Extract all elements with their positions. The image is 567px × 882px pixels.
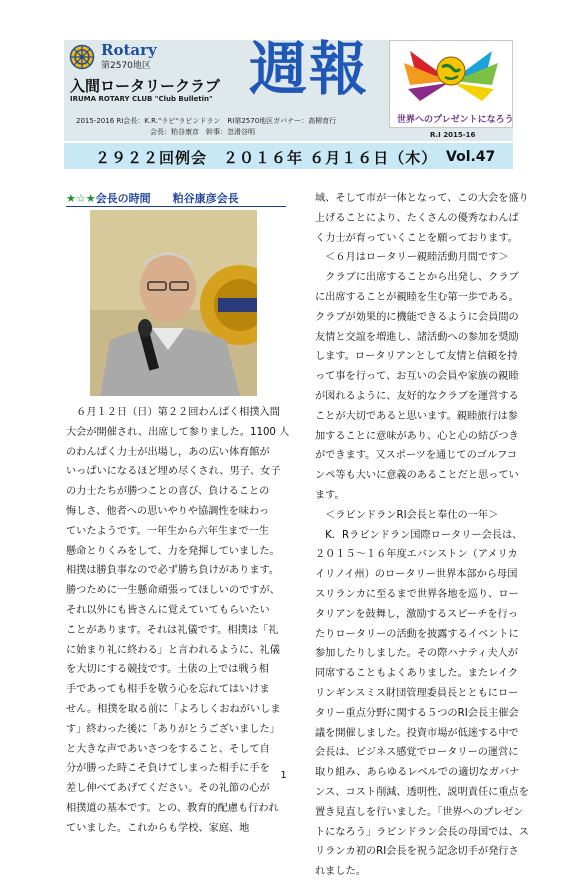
text-line: 相撲道の基本です。との、教育的配慮も行われ: [66, 802, 279, 814]
text-line: 勝つために一生懸命頑張ってほしいのですが、: [66, 585, 280, 597]
text-line: 友情と交誼を増進し、諸活動への参加を奨励: [315, 331, 519, 343]
text-line: ます。: [315, 489, 345, 501]
text-line: 参加したりしました。その際ハナティ夫人が: [315, 648, 518, 660]
section-heading: [66, 190, 239, 206]
bulletin-title: 週報: [249, 35, 370, 103]
text-line: く力士が育っていくことを願っております。: [315, 232, 518, 244]
text-line: タリー重点分野に関する５つのRI会長主催会: [315, 707, 519, 719]
speaker-name: 粕谷康彦会長: [172, 192, 239, 205]
globe-hands-icon: [390, 41, 512, 111]
text-line: ＜６月はロータリー親睦活動月間です＞: [315, 252, 509, 264]
officers-line: 2015-2016 RI会長：K.R."ラビ"ラビンドラン RI第2570地区ガバナー：高柳育行: [76, 117, 337, 125]
text-line: いっぱいになるほど埋め尽くされ、男子、女子: [66, 466, 281, 478]
rotary-wheel-icon: [69, 44, 95, 70]
text-line: リランカ初のRI会長を祝う記念切手が発行さ: [315, 846, 519, 858]
text-line: スリランカに至るまで世界各地を巡り、ロー: [315, 588, 519, 600]
text-line: ができます。又スポーツを通じてのゴルフコ: [315, 450, 518, 462]
text-line: ６月１２日（日）第２２回わんぱく相撲入間: [66, 407, 280, 418]
text-line: 域、そして市が一体となって、この大会を盛り: [315, 193, 529, 204]
volume-number: Vol.47: [446, 149, 496, 165]
text-line: 置き見直しを行いました。「世界へのプレゼン: [315, 806, 524, 818]
president-speech-photo: [90, 210, 257, 396]
text-line: イリノイ州）のロータリー世界本部から母国: [315, 569, 518, 581]
text-line: します。ロータリアンとして友情と信頼を持: [315, 351, 518, 363]
text-line: が図れるように、友好的なクラブを運営する: [315, 390, 519, 402]
text-line: ことがあります。それは礼儀です。相撲は「礼: [66, 624, 279, 636]
text-line: クラブに出席することから出発し、クラブ: [315, 272, 519, 284]
rotary-wordmark: Rotary: [101, 41, 157, 59]
meeting-title: ２９２２回例会 ２０１６年 ６月１６日（木）: [95, 149, 438, 167]
text-line: トになろう」ラビンドラン会長の母国では、ス: [315, 826, 529, 838]
text-line: 分が勝った時こそ負けてしまった相手に手を: [66, 763, 270, 775]
text-line: 大会が開催され、出席して参りました。1100 人: [66, 426, 290, 438]
text-line: リンギンスミス財団管理委員長とともにロー: [315, 687, 519, 699]
club-name: 入間ロータリークラブ: [70, 77, 221, 95]
text-line: ていたようです。一年生から六年生まで一生: [66, 525, 269, 537]
text-line: す」終わった後に「ありがとうございました」: [66, 723, 280, 735]
text-line: せん。相撲を取る前に「よろしくおねがいしま: [66, 703, 281, 715]
text-line: 同席することもよくありました。またレイク: [315, 668, 519, 680]
text-line: たりロータリーの活動を披露するイベントに: [315, 628, 519, 640]
text-line: に始まり礼に終わる」と言われるように、礼儀: [66, 644, 280, 656]
text-line: を大切にする競技です。土俵の上では戦う相: [66, 664, 269, 676]
section-underline: [66, 206, 286, 207]
text-line: の力士たちが勝つことの喜び、負けることの: [66, 486, 270, 498]
text-line: のわんぱく力士が出場し，あの広い体育館が: [66, 446, 270, 458]
text-line: ２０１５～１６年度エバンストン（アメリカ: [315, 549, 518, 561]
text-line: に出席することが親睦を生む第一歩である。: [315, 291, 519, 303]
text-line: ンス、コスト削減、透明性、説明責任に重点を: [315, 786, 529, 798]
section-title: 会長の時間: [95, 192, 151, 205]
text-line: ンペ等も大いに意義のあることだと思ってい: [315, 470, 519, 482]
text-line: ていました。これからも学校、家庭、地: [66, 822, 250, 834]
text-line: 懸命とりくみをして、力を発揮していました。: [66, 545, 280, 557]
text-line: 手であっても相手を敬う心を忘れてはいけま: [66, 684, 270, 696]
text-line: 悔しさ、他者への思いやりや協調性を味わっ: [66, 505, 270, 517]
text-line: ＜ラビンドランRI会長と奉仕の一年＞: [315, 509, 499, 521]
text-line: 差し伸べてあげてください。その礼節の心が: [66, 783, 270, 795]
page-number: 1: [280, 770, 287, 781]
club-english-name: IRUMA ROTARY CLUB "Club Bulletin": [70, 95, 213, 103]
text-line: 議を開催しました。投資市場が低迷する中で: [315, 727, 519, 739]
district-label: 第2570地区: [101, 61, 151, 71]
text-line: って事を行って、お互いの会員や家族の親睦: [315, 371, 519, 383]
text-line: クラブが効果的に機能できるように会員間の: [315, 311, 519, 323]
president-secretary-line: 会長：粕谷康彦 幹事：忽滑谷明: [150, 128, 255, 136]
text-line: それ以外にも皆さんに覚えていてもらいたい: [66, 604, 270, 616]
ri-theme-text: 世界へのプレゼントになろう: [397, 115, 514, 125]
text-line: と大きな声であいさつをすること、そして自: [66, 743, 270, 755]
text-line: 上げることにより、たくさんの優秀なわんぱ: [315, 212, 519, 224]
text-line: 取り組み、あらゆるレベルでの適切なガバナ: [315, 767, 520, 779]
text-line: 会長は、ビジネス感覚でロータリーの運営に: [315, 747, 519, 759]
text-line: タリアンを鼓舞し，激励するスピーチを行っ: [315, 608, 518, 620]
text-line: 加することに意味があり、心と心の結びつき: [315, 430, 519, 442]
text-line: K．Rラビンドラン国際ロータリー会長は、: [315, 529, 523, 541]
text-line: ことが大切であると思います。親睦旅行は参: [315, 410, 518, 422]
text-line: れました。: [315, 866, 366, 878]
ri-year: R.I 2015-16: [430, 131, 476, 139]
text-line: 相撲は勝負事なので必ず勝ち負けがあります。: [66, 565, 280, 577]
star-icons: ★☆★: [66, 192, 96, 205]
